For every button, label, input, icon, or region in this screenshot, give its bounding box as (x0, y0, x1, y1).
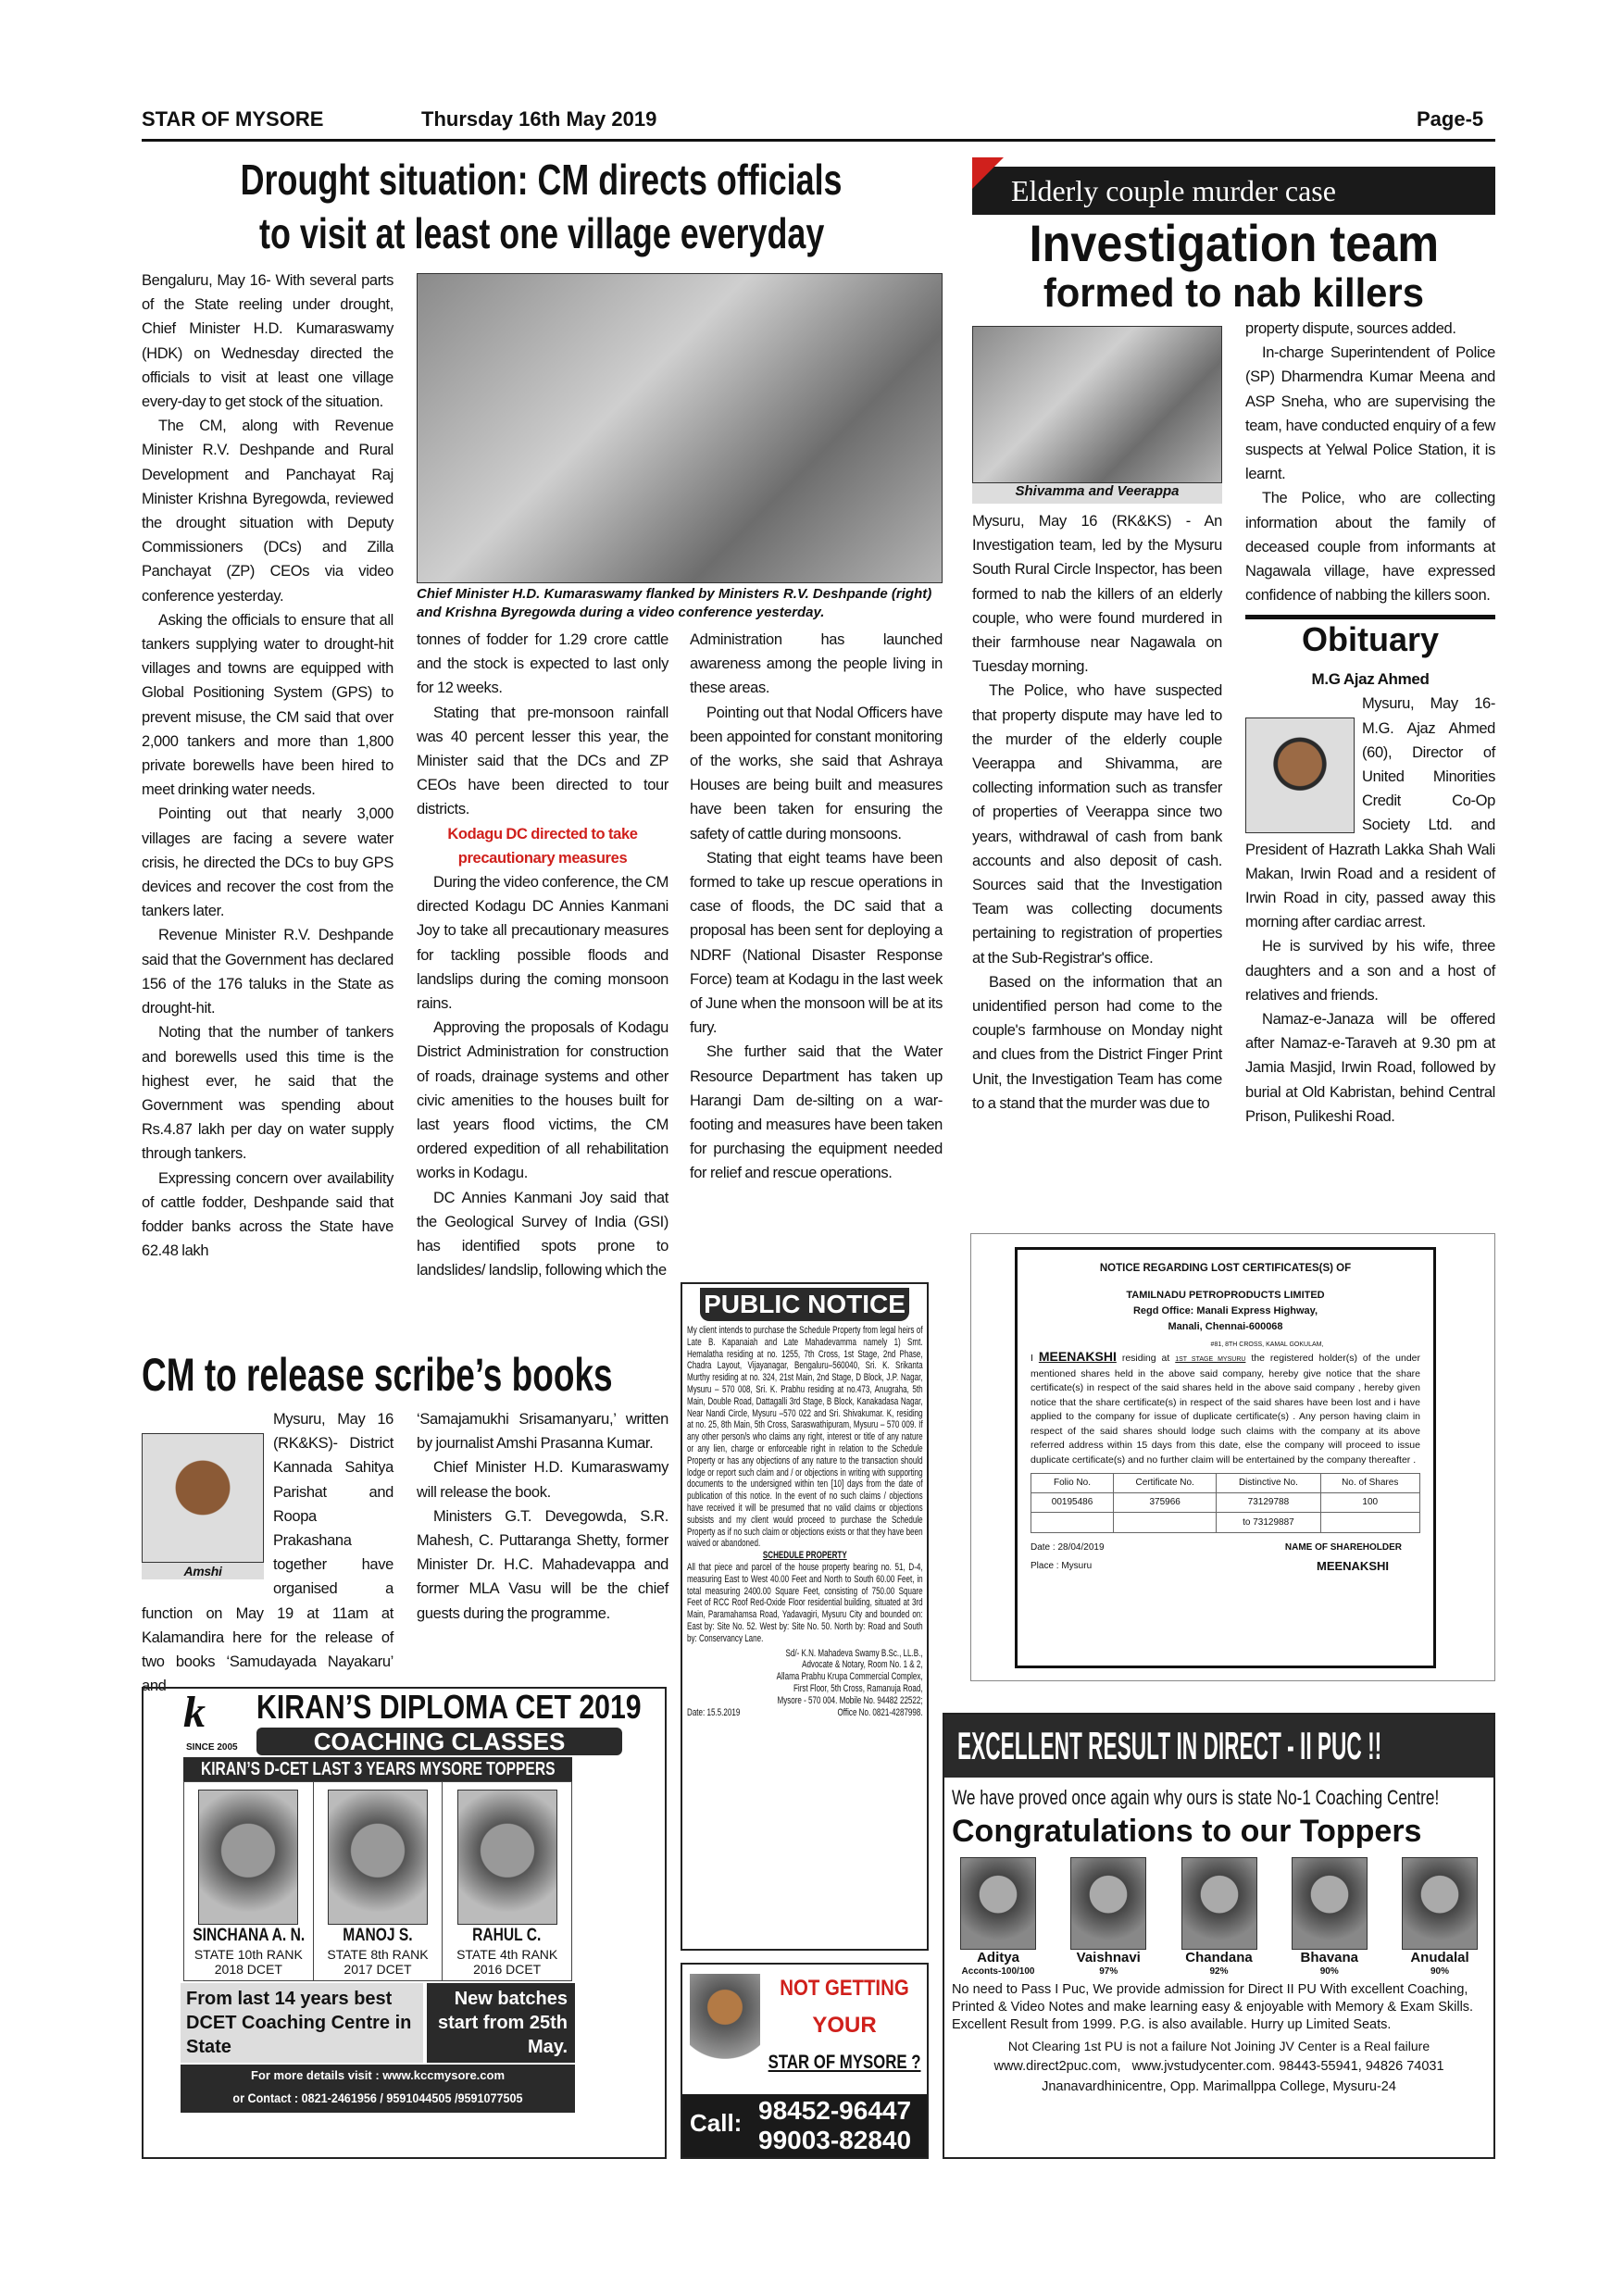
topper-card (952, 1857, 1044, 1978)
toppers-row (952, 1857, 1486, 1978)
notice-title: PUBLIC NOTICE (700, 1288, 909, 1321)
signature-label: NAME OF SHAREHOLDER (1284, 1542, 1402, 1553)
residing-label: residing at (1121, 1353, 1170, 1364)
drought-headline (139, 153, 944, 260)
page-number: Page-5 (1417, 107, 1484, 131)
advocate-signature (687, 1648, 923, 1707)
signature-line: First Floor, 5th Cross, Ramanuja Road, (793, 1682, 923, 1694)
paragraph: Mysuru, May 16 (RK&KS) - An Investigation team, led by the Mysuru South Rural Circle Inspector, has been formed to nab the killers of an elderly couple, who were found murdered in their farmhouse near Nagawala on Tuesday morning. (972, 513, 1222, 676)
subscribe-text (764, 1970, 925, 2081)
photo-caption: Chief Minister H.D. Kumaraswamy flanked by Ministers R.V. Deshpande (right) and Krishna Byregowda during a video conference yesterday. (417, 586, 932, 620)
scribe-col2 (417, 1407, 668, 1626)
contact-wrap (181, 2087, 575, 2109)
paragraph: Namaz-e-Janaza will be offered after Namaz-e-Taraveh at 9.30 pm at Jamia Masjid, Irwin Road, followed by burial at Old Kabristan, behind Central Prison, Pulikeshi Road. (1245, 1011, 1495, 1125)
topper-photo (457, 1790, 557, 1925)
signature-name: MEENAKSHI (1316, 1559, 1389, 1573)
topper-rank: STATE 4th RANK (456, 1947, 558, 1962)
masthead-rule (142, 139, 1495, 142)
topper-photo (1292, 1857, 1368, 1950)
topper-card (1393, 1857, 1486, 1978)
paragraph: Administration has launched awareness among the people living in these areas. (690, 631, 943, 697)
paragraph: Stating that pre-monsoon rainfall was 40 percent lesser this year, the Minister said that the DCs and ZP CEOs have been directed to tour districts. (417, 704, 668, 818)
ad-line-wrap (764, 2044, 925, 2081)
ad-title (944, 1715, 1493, 1778)
red-corner-mark (972, 157, 1004, 189)
toppers-banner-box (183, 1757, 572, 1781)
phone-number: 99003-82840 (758, 2126, 912, 2154)
headline-line: Drought situation: CM directs officials (241, 156, 843, 204)
obituary-text (1245, 692, 1495, 1129)
paragraph: Bengaluru, May 16- With several parts of the State reeling under drought, Chief Minister H.D. Kumaraswamy (HDK) on Wednesday directed the officials to visit at least one village every-day to get stock of the situation. (142, 272, 394, 411)
notice-footer (687, 1707, 923, 1719)
ad-body: No need to Pass I Puc, We provide admission for Direct II PU With excellent Coaching, Printed & Video Notes and make learning easy & enjoyable with Memory & Exam Skills. Excellent Result from 1999. P.G. is also available. Hurry up Limited Seats. (952, 1982, 1474, 2032)
paragraph: Approving the proposals of Kodagu District Administration for construction of roads, drainage systems and other civic amenities to the houses built for last years flood victims, the CM ordered expedition of all rehabilitation works in Kodagu. (417, 1019, 668, 1182)
ad-claim: From last 14 years best DCET Coaching Centre in State (181, 1983, 423, 2063)
paragraph-group (417, 628, 668, 822)
kicker-text: Elderly couple murder case (1011, 174, 1336, 207)
batches-notice: New batches start from 25th May. (427, 1983, 575, 2063)
col-header: Folio No. (1031, 1474, 1114, 1493)
ad-line-wrap (764, 2007, 925, 2044)
cell (1320, 1513, 1419, 1533)
topper-score: 90% (1430, 1966, 1449, 1977)
kiran-logo: k (183, 1688, 206, 1737)
call-banner (682, 2094, 927, 2157)
murder-headline2 (972, 270, 1495, 317)
tagline-text: We have proved once again why ours is state No-1 Coaching Centre! (952, 1786, 1440, 1809)
photo-caption: Amshi (142, 1563, 264, 1579)
public-notice (681, 1282, 929, 1951)
notice-paragraph: I MEENAKSHI residing at 1ST STAGE MYSURU the registered holder(s) of the under mentioned shares held in the above said company, hereby give notice that the share certificate(s) in respect of the said shares held in the above said company , hereby given notice that the share certificate(s) in respect of the said shares have been lost and i have applied to the company for issue of duplicate certificate(s) . Any person having claim in respect of the said shares should lodge such claims with the company at its above referred address within 15 days from this date, else the company will proceed to issue duplicate certificate(s) and no further claim will be entertained by the company thereafter . (1031, 1349, 1421, 1466)
col-header: Certificate No. (1114, 1474, 1217, 1493)
title-text: KIRAN’S DIPLOMA CET 2019 (256, 1688, 642, 1726)
topper-photo (1070, 1857, 1146, 1950)
amshi-photo-block (142, 1433, 264, 1579)
title-text: EXCELLENT RESULT IN DIRECT - II PUC !! (957, 1724, 1382, 1767)
murder-col2 (1245, 317, 1495, 607)
paragraph: Noting that the number of tankers and borewells used this time is the highest ever, he said that the Government was spending about Rs.4.87 lakh per day on water supply through tankers. (142, 1024, 394, 1163)
topper-year: 2016 DCET (473, 1962, 542, 1977)
congrats-heading: Congratulations to our Toppers (952, 1814, 1422, 1849)
paragraph: Pointing out that nearly 3,000 villages are facing a severe water crisis, he directed the DCs to buy GPS devices and recover the cost from the tankers later. (142, 805, 394, 920)
paragraph: Asking the officials to ensure that all tankers supplying water to drought-hit villages and towns are equipped with Global Positioning System (GPS) to prevent misuse, the CM said that over 2,000 tankers and more than 1,800 private borewells have been hired to meet drinking water needs. (142, 611, 394, 799)
shares-table (1031, 1473, 1420, 1533)
paragraph: ‘Samajamukhi Srisamanyaru,’ written by journalist Amshi Prasanna Kumar. (417, 1411, 668, 1453)
paragraph: Expressing concern over availability of cattle fodder, Deshpande said that fodder banks across the State have 62.48 lakh (142, 1169, 394, 1260)
cell (1031, 1513, 1114, 1533)
murder-headline1 (972, 215, 1495, 272)
ad-contact: www.direct2puc.com, www.jvstudycenter.com. 98443-55941, 94826 74031 (993, 2059, 1444, 2074)
ad-line: STAR OF MYSORE ? (768, 2052, 921, 2073)
topper-card (443, 1782, 571, 1980)
certificate-notice-frame (970, 1233, 1495, 1681)
headline-line: to visit at least one village everyday (258, 209, 825, 257)
topper-name: Bhavana (1300, 1950, 1359, 1965)
topper-name-wrap (184, 1925, 313, 1947)
paragraph: Stating that eight teams have been formed to take up rescue operations in case of floods, the DC said that a proposal has been sent for deploying a NDRF (National Disaster Response Force) team at Kodagu in the last week of June when the monsoon will be at its fury. (690, 849, 943, 1037)
reader-cartoon-icon (690, 1974, 760, 2085)
ad-subtitle: COACHING CLASSES (256, 1728, 622, 1755)
drought-col2 (417, 628, 668, 1282)
notice-body: the registered holder(s) of the under mentioned shares held in the above said company, hereby give notice that the share certificate(s) in respect of the said shares held in the above said company , hereby given notice that the share certificate(s) in respect of the said shares have been lost and i have applied to the company for issue of duplicate certificate(s) . Any person having claim in respect of the said shares should lodge such claims with the company at its above referred address within 15 days from this date, else the company will proceed to issue duplicate certificate(s) and no further claim will be entertained by the company thereafter . (1031, 1353, 1421, 1466)
notice-footer (1031, 1541, 1420, 1581)
paragraph: The Police, who are collecting information about the family of deceased couple from informants at Nagawala village, have expressed confidence of nabbing the killers soon. (1245, 490, 1495, 605)
cell: 100 (1320, 1493, 1419, 1513)
photo-caption: Shivamma and Veerappa (972, 483, 1222, 504)
topper-card (314, 1782, 443, 1980)
paragraph: Pointing out that Nodal Officers have been appointed for constant monitoring of the works, she said that Ashraya Houses are being built and measures have been taken for ensuring the safety of cattle during monsoons. (690, 704, 943, 842)
paragraph: Revenue Minister R.V. Deshpande said that the Government has declared 156 of the 176 taluks in the State as drought-hit. (142, 927, 394, 1017)
notice-date: Date : 28/04/2019 (1031, 1542, 1105, 1553)
subheading: Kodagu DC directed to take precautionary measures (447, 825, 638, 867)
topper-card (1062, 1857, 1155, 1978)
cell: 375966 (1114, 1493, 1217, 1513)
topper-year: 2018 DCET (214, 1962, 282, 1977)
scribe-col1 (142, 1407, 394, 1698)
topper-rank: STATE 10th RANK (194, 1947, 303, 1962)
cell: 73129788 (1217, 1493, 1320, 1513)
ad-line: YOUR (812, 2013, 877, 2038)
headline-line: formed to nab killers (1043, 270, 1425, 316)
topper-photo (960, 1857, 1036, 1950)
topper-name: Aditya (977, 1950, 1019, 1965)
topper-photo (198, 1790, 298, 1925)
drought-col3 (690, 628, 943, 1186)
amshi-photo (142, 1433, 264, 1563)
headline-line-wrap (139, 206, 944, 260)
website-wrap (181, 2065, 575, 2087)
address-line: 1ST STAGE MYSURU (1175, 1356, 1246, 1363)
notice-body: My client intends to purchase the Schedule Property from legal heirs of Late B. Kapanaiah and Late Mahadevamma namely 1) Smt. Hemalatha residing at no. 1255, 7th Cross, 1st Stage, 2nd Phase, Chadra Layout, Vijayanagar, Bengaluru–560040, Sri. K. Srikanta Murthy residing at no. 324, 21st Main, 2nd Stage, D Block, J.P. Nagar, Mysuru – 570 008, Sri. K. Prabhu residing at no.473, Anugraha, 5th Main, Double Road, Dattagalli 3rd Stage, B Block, Kanakadasa Nagar, Near Nandi Circle, Mysuru –570 022 and Sri. Shivakumar. K, residing at no. 25, 8th Main, 5th Cross, Saraswathipuram, Mysuru – 570 009. If any other person/s who claims any right, interest or title of any nature or any lien, charge or enforceable right in relation to the Schedule Property or has any objections of any nature to the transaction should lodge or report such claim and / or objections in writing with supporting documents to the undersigned within ten [10] days from the date of publication of this notice. In the event of no such claims / objections have received it will be presumed that no valid claims or objections subsists and my client would proceed to purchase the Schedule Property as if no such claim or objections exists or that they have been waived or abandoned. (687, 1325, 923, 1550)
headline-text: CM to release scribe’s books (142, 1349, 613, 1401)
cell (1114, 1513, 1217, 1533)
paragraph: During the video conference, the CM directed Kodagu DC Annies Kanmani Joy to take all precautionary measures for tackling possible floods and landslips during the coming monsoon rains. (417, 874, 668, 1013)
cell: 00195486 (1031, 1493, 1114, 1513)
call-label: Call: (690, 2109, 743, 2137)
signature-line: Mysore - 570 004. Mobile No. 94482 22522; (777, 1694, 923, 1706)
drought-col1 (142, 268, 394, 1263)
company-city: Manali, Chennai-600068 (1168, 1321, 1283, 1332)
scribe-headline (142, 1348, 669, 1402)
topper-name: SINCHANA A. N. (192, 1926, 305, 1945)
certificate-notice (1015, 1247, 1436, 1668)
col-header: Distinctive No. (1217, 1474, 1320, 1493)
topper-name-wrap (314, 1925, 443, 1947)
murder-col2-obituary-flow (1245, 317, 1495, 1129)
topper-score: 90% (1319, 1966, 1339, 1977)
paragraph: In-charge Superintendent of Police (SP) Dharmendra Kumar Meena and ASP Sneha, who are supervising the team, have conducted enquiry of a few suspects at Yelwal Police Station, it is learnt. (1245, 344, 1495, 483)
topper-score: Acconts-100/100 (961, 1966, 1035, 1977)
paper-name: STAR OF MYSORE (142, 107, 324, 131)
topper-name: Vaishnavi (1076, 1950, 1141, 1965)
notice-text-block (687, 1325, 923, 1718)
table-header (1031, 1474, 1420, 1493)
table-row (1031, 1513, 1420, 1533)
obituary-name: M.G Ajaz Ahmed (1311, 670, 1430, 689)
company-name: TAMILNADU PETROPRODUCTS LIMITED (1126, 1290, 1325, 1301)
topper-name: Chandana (1185, 1950, 1253, 1965)
col-header: No. of Shares (1320, 1474, 1419, 1493)
paragraph: Chief Minister H.D. Kumaraswamy will release the book. (417, 1459, 668, 1501)
obituary-heading: Obituary (1301, 620, 1440, 659)
phone-number: 98452-96447 (758, 2096, 912, 2125)
murder-col1 (972, 509, 1222, 1116)
topper-name: Anudalal (1410, 1950, 1469, 1965)
topper-name: RAHUL C. (472, 1926, 542, 1945)
company-office: Regd Office: Manali Express Highway, (1132, 1305, 1318, 1316)
ad-address: Jnanavardhinicentre, Opp. Marimallppa College, Mysuru-24 (1042, 2079, 1396, 2094)
topper-year: 2017 DCET (344, 1962, 412, 1977)
toppers-banner: KIRAN’S D-CET LAST 3 YEARS MYSORE TOPPERS (200, 1759, 556, 1779)
ad-tagline (952, 1785, 1486, 1811)
paragraph: She further said that the Water Resource Department has taken up Harangi Dam de-silting on a war-footing and measures have been taken for purchasing the equipment needed for relief and rescue operations. (690, 1043, 943, 1182)
topper-card (1283, 1857, 1376, 1978)
topper-photo (328, 1790, 428, 1925)
ad-line-wrap (764, 1970, 925, 2007)
paragraph: The Police, who have suspected that property dispute may have led to the murder of the elderly couple Veerappa and Shivamma, are collecting information such as transfer of properties of Veerappa since two years, withdrawal of cash from bank accounts and also deposit of cash. Sources said that the Investigation Team was collecting documents pertaining to registration of properties at the Sub-Registrar's office. (972, 682, 1222, 967)
ad-title (256, 1689, 715, 1726)
topper-rank: STATE 8th RANK (327, 1947, 429, 1962)
paragraph: tonnes of fodder for 1.29 crore cattle and the stock is expected to last only for 12 weeks. (417, 631, 668, 697)
cell: to 73129887 (1217, 1513, 1320, 1533)
issue-date: Thursday 16th May 2019 (421, 107, 657, 131)
topper-name-wrap (443, 1925, 571, 1947)
table-row (1031, 1493, 1420, 1513)
notice-title: NOTICE REGARDING LOST CERTIFICATES(S) OF (1099, 1263, 1352, 1274)
address-line: #81, 8TH CROSS, KAMAL GOKULAM, (1210, 1341, 1324, 1348)
topper-score: 92% (1209, 1966, 1229, 1977)
ad-line: NOT GETTING (780, 1976, 909, 2001)
notice-date: Date: 15.5.2019 (687, 1706, 741, 1718)
paragraph: Mysuru, May 16 (RK&KS)- District Kannada Sahitya Parishat and Roopa Prakashana together have organised a function on May 19 at 11am at Kalamandira here for the release of two books ‘Samudayada Nayakaru’ and (142, 1411, 394, 1695)
signature-line: Advocate & Notary, Room No. 1 & 2, (802, 1659, 923, 1671)
topper-card (184, 1782, 314, 1980)
subscribe-ad (681, 1963, 929, 2159)
cm-video-conference-photo (417, 273, 943, 583)
holder-name: MEENAKSHI (1038, 1349, 1117, 1364)
topper-card (1173, 1857, 1266, 1978)
topper-score: 97% (1099, 1966, 1118, 1977)
signature-line: Sd/- K.N. Mahadeva Swamy B.Sc., LL.B., (785, 1647, 923, 1659)
notice-place: Place : Mysuru (1031, 1561, 1093, 1571)
puc-coaching-ad (943, 1713, 1495, 2159)
contact-numbers: or Contact : 0821-2461956 / 9591044505 /9591077505 (232, 2090, 523, 2105)
website: For more details visit : www.kccmysore.com (250, 2068, 506, 2082)
paragraph: Based on the information that an unidentified person had come to the couple's farmhouse on Monday night and clues from the District Finger Print Unit, the Investigation Team has come to a stand that the murder was due to (972, 973, 1222, 1112)
topper-photo (1402, 1857, 1478, 1950)
paragraph: Mysuru, May 16- M.G. Ajaz Ahmed (60), Director of United Minorities Credit Co-Op Society Ltd. and President of Hazrath Lakka Shah Wali Makan, Irwin Road and a resident of Irwin Road in city, passed away this morning after cardiac arrest. (1245, 695, 1495, 931)
office-phone: Office No. 0821-4287998. (837, 1706, 923, 1718)
ajaz-ahmed-photo (1245, 718, 1355, 833)
topper-photo (1181, 1857, 1257, 1950)
schedule-body: All that piece and parcel of the house property bearing no. 51, D-4, measuring East to West 40.00 Feet and North to South 60.00 Feet, in total measuring 2400.00 Square Feet, consisting of 750.00 Square Feet of RCC Roof Red-Oxide Floor residential building, situated at 3rd Main, Paramahamsa Road, Yadavagiri, Mysuru City and bounded on: East by: Site No. 52. West by: Site No. 50. North by: Road and South by: Conservancy Lane. (687, 1561, 923, 1644)
paragraph: Ministers G.T. Devegowda, S.R. Mahesh, C. Puttaranga Shetty, former Minister Dr. H.C. Mahadevappa and former MLA Vasu will be the chief guests during the programme. (417, 1507, 668, 1622)
paragraph-group (417, 870, 668, 1282)
banner-wrap (183, 1757, 572, 1781)
paragraph: The CM, along with Revenue Minister R.V. Deshpande and Rural Development and Panchayat Raj Minister Krishna Byregowda, reviewed the drought situation with Deputy Commissioners (DCs) and Zilla Panchayat (ZP) CEOs via video conference yesterday. (142, 418, 394, 605)
schedule-title: SCHEDULE PROPERTY (762, 1550, 847, 1562)
signature-line: Allama Prabhu Krupa Commercial Complex, (776, 1671, 923, 1683)
paragraph: He is survived by his wife, three daughters and a son and a host of relatives and friends. (1245, 938, 1495, 1004)
paragraph: DC Annies Kanmani Joy said that the Geological Survey of India (GSI) has identified spots prone to landslides/ landslip, following which the (417, 1189, 668, 1279)
kiran-coaching-ad (142, 1687, 667, 2159)
paragraph: property dispute, sources added. (1245, 320, 1456, 337)
ad-slogan: Not Clearing 1st PU is not a failure Not Joining JV Center is a Real failure (1007, 2039, 1430, 2053)
victims-photo (972, 326, 1222, 483)
toppers-grid (183, 1781, 572, 1981)
topper-name: MANOJ S. (343, 1926, 413, 1945)
kicker-banner (972, 167, 1495, 215)
headline-line-wrap (139, 153, 944, 206)
since-label: SINCE 2005 (186, 1742, 238, 1753)
headline-line: Investigation team (1029, 214, 1439, 272)
contact-banner (181, 2065, 575, 2113)
